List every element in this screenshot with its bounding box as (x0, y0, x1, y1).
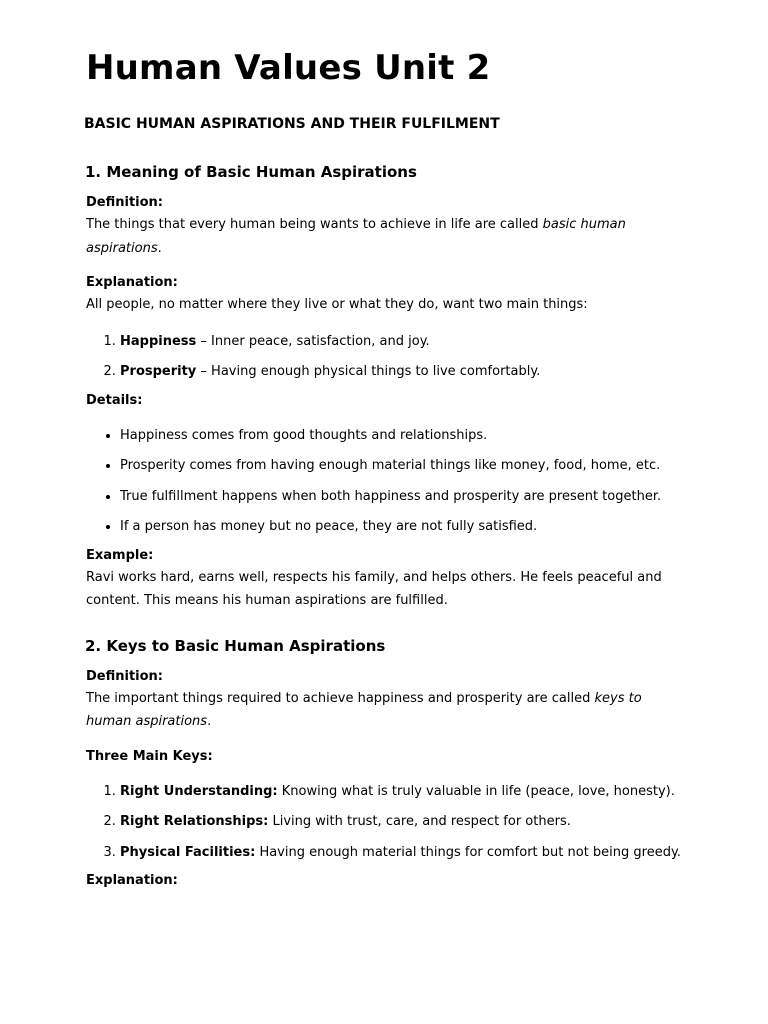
section1-example-label: Example: (86, 547, 154, 563)
list-item (120, 810, 684, 834)
document-title: Human Values Unit 2 (86, 48, 491, 88)
list-item-desc: Knowing what is truly valuable in life (peace, love, honesty). (277, 783, 675, 799)
section1-definition-text (86, 213, 684, 260)
list-item-term: Physical Facilities: (120, 844, 256, 860)
list-item-term: Right Relationships: (120, 814, 269, 829)
list-item (120, 360, 684, 384)
list-item-term: Prosperity (120, 364, 197, 379)
section2-keys-list (86, 780, 684, 865)
list-item: • Prosperity comes from having enough material things like money, food, home, etc. (120, 454, 684, 478)
definition-term: basic human aspirations (86, 217, 626, 256)
list-item-desc: – Having enough physical things to live comfortably. (196, 364, 541, 379)
section1-heading: 1. Meaning of Basic Human Aspirations (85, 163, 417, 181)
section2-explanation-label: Explanation: (86, 873, 178, 888)
list-item-term: Right Understanding: (120, 783, 278, 799)
list-item: • Happiness comes from good thoughts and relationships. (120, 424, 684, 448)
definition-end: . (157, 240, 162, 256)
list-item-desc: Living with trust, care, and respect for others. (268, 814, 571, 829)
list-item (120, 841, 684, 865)
section2-heading: 2. Keys to Basic Human Aspirations (85, 636, 386, 655)
section2-definition-text (86, 687, 684, 734)
list-item-desc: – Inner peace, satisfaction, and joy. (196, 333, 430, 349)
list-item (120, 780, 684, 804)
definition-end: . (207, 714, 212, 729)
list-item-desc: Having enough material things for comfort but not being greedy. (255, 844, 681, 860)
list-item: • True fulfillment happens when both happiness and prosperity are present together. (120, 485, 684, 509)
document-subtitle: BASIC HUMAN ASPIRATIONS AND THEIR FULFILMENT (84, 116, 500, 132)
list-item: • If a person has money but no peace, they are not fully satisfied. (120, 515, 684, 539)
definition-text: The things that every human being wants to achieve in life are called (86, 217, 543, 232)
section2-keys-label: Three Main Keys: (86, 748, 213, 764)
definition-term: keys to human aspirations (86, 690, 642, 729)
section2-definition-label: Definition: (86, 668, 164, 684)
section1-things-list (86, 330, 684, 384)
section1-details-list (86, 424, 684, 539)
list-item-term: Happiness (120, 333, 197, 349)
definition-text: The important things required to achieve happiness and prosperity are called (86, 690, 595, 706)
list-item (120, 330, 684, 354)
section1-explanation-text: All people, no matter where they live or what they do, want two main things: (86, 297, 588, 312)
section1-details-label: Details: (86, 392, 143, 408)
section1-definition-label: Definition: (86, 195, 164, 210)
section1-example-text: Ravi works hard, earns well, respects his family, and helps others. He feels peaceful and content. This means his human aspirations are fulfilled. (86, 569, 662, 608)
section1-explanation-label: Explanation: (86, 275, 178, 290)
